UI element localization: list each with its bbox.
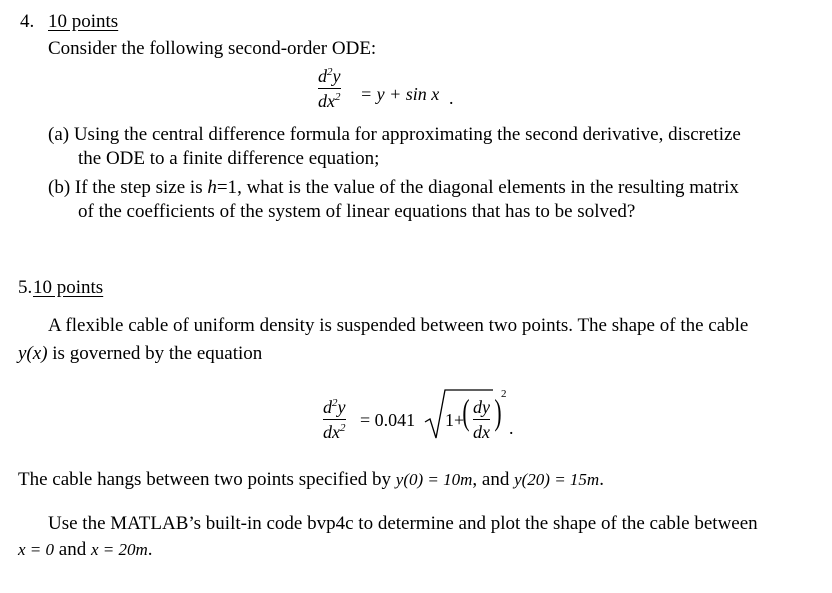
q4-part-a-line2: the ODE to a finite difference equation; — [78, 148, 380, 169]
q5-matlab-line1: Use the MATLAB’s built-in code bvp4c to determine and plot the shape of the cable between — [48, 513, 758, 534]
q5-matlab-line2: x = 0 and x = 20m. — [18, 539, 153, 560]
q4-ode-rhs: = y + sin x — [360, 84, 440, 104]
q5-exponent: 2 — [501, 388, 507, 400]
q4-part-b-line1: (b) If the step size is h=1, what is the value of the diagonal elements in the resulting matrix — [48, 177, 739, 198]
q5-boundary-conditions: The cable hangs between two points specified by y(0) = 10m, and y(20) = 15m. — [18, 469, 604, 490]
q5-number: 5. — [18, 277, 33, 298]
left-paren-icon: ( — [462, 392, 470, 432]
q4-part-a-line1: (a) Using the central difference formula for approximating the second derivative, discretize — [48, 124, 741, 145]
q4-part-b-line2: of the coefficients of the system of linear equations that has to be solved? — [78, 201, 636, 222]
q4-ode-period: . — [449, 88, 454, 108]
q5-intro-line2: y(x) is governed by the equation — [18, 343, 263, 364]
q5-points: 10 points — [33, 277, 104, 298]
q5-second-derivative: $d^2y$ $dx^2$ — [323, 397, 346, 442]
q5-coefficient: = 0.041 — [360, 410, 416, 430]
q4-intro: Consider the following second-order ODE: — [48, 38, 377, 59]
q5-one-plus: 1+ — [445, 410, 465, 430]
q4-second-derivative: $d^2y$ $dx^2$ — [318, 66, 341, 111]
right-paren-icon: ) — [494, 392, 502, 432]
q5-first-derivative: dy dx — [473, 397, 490, 442]
q5-eq-period: . — [509, 418, 514, 438]
q5-intro-line1: A flexible cable of uniform density is suspended between two points. The shape of the cable — [48, 315, 749, 336]
q4-points: 10 points — [48, 11, 119, 32]
q4-number: 4. — [20, 11, 35, 32]
